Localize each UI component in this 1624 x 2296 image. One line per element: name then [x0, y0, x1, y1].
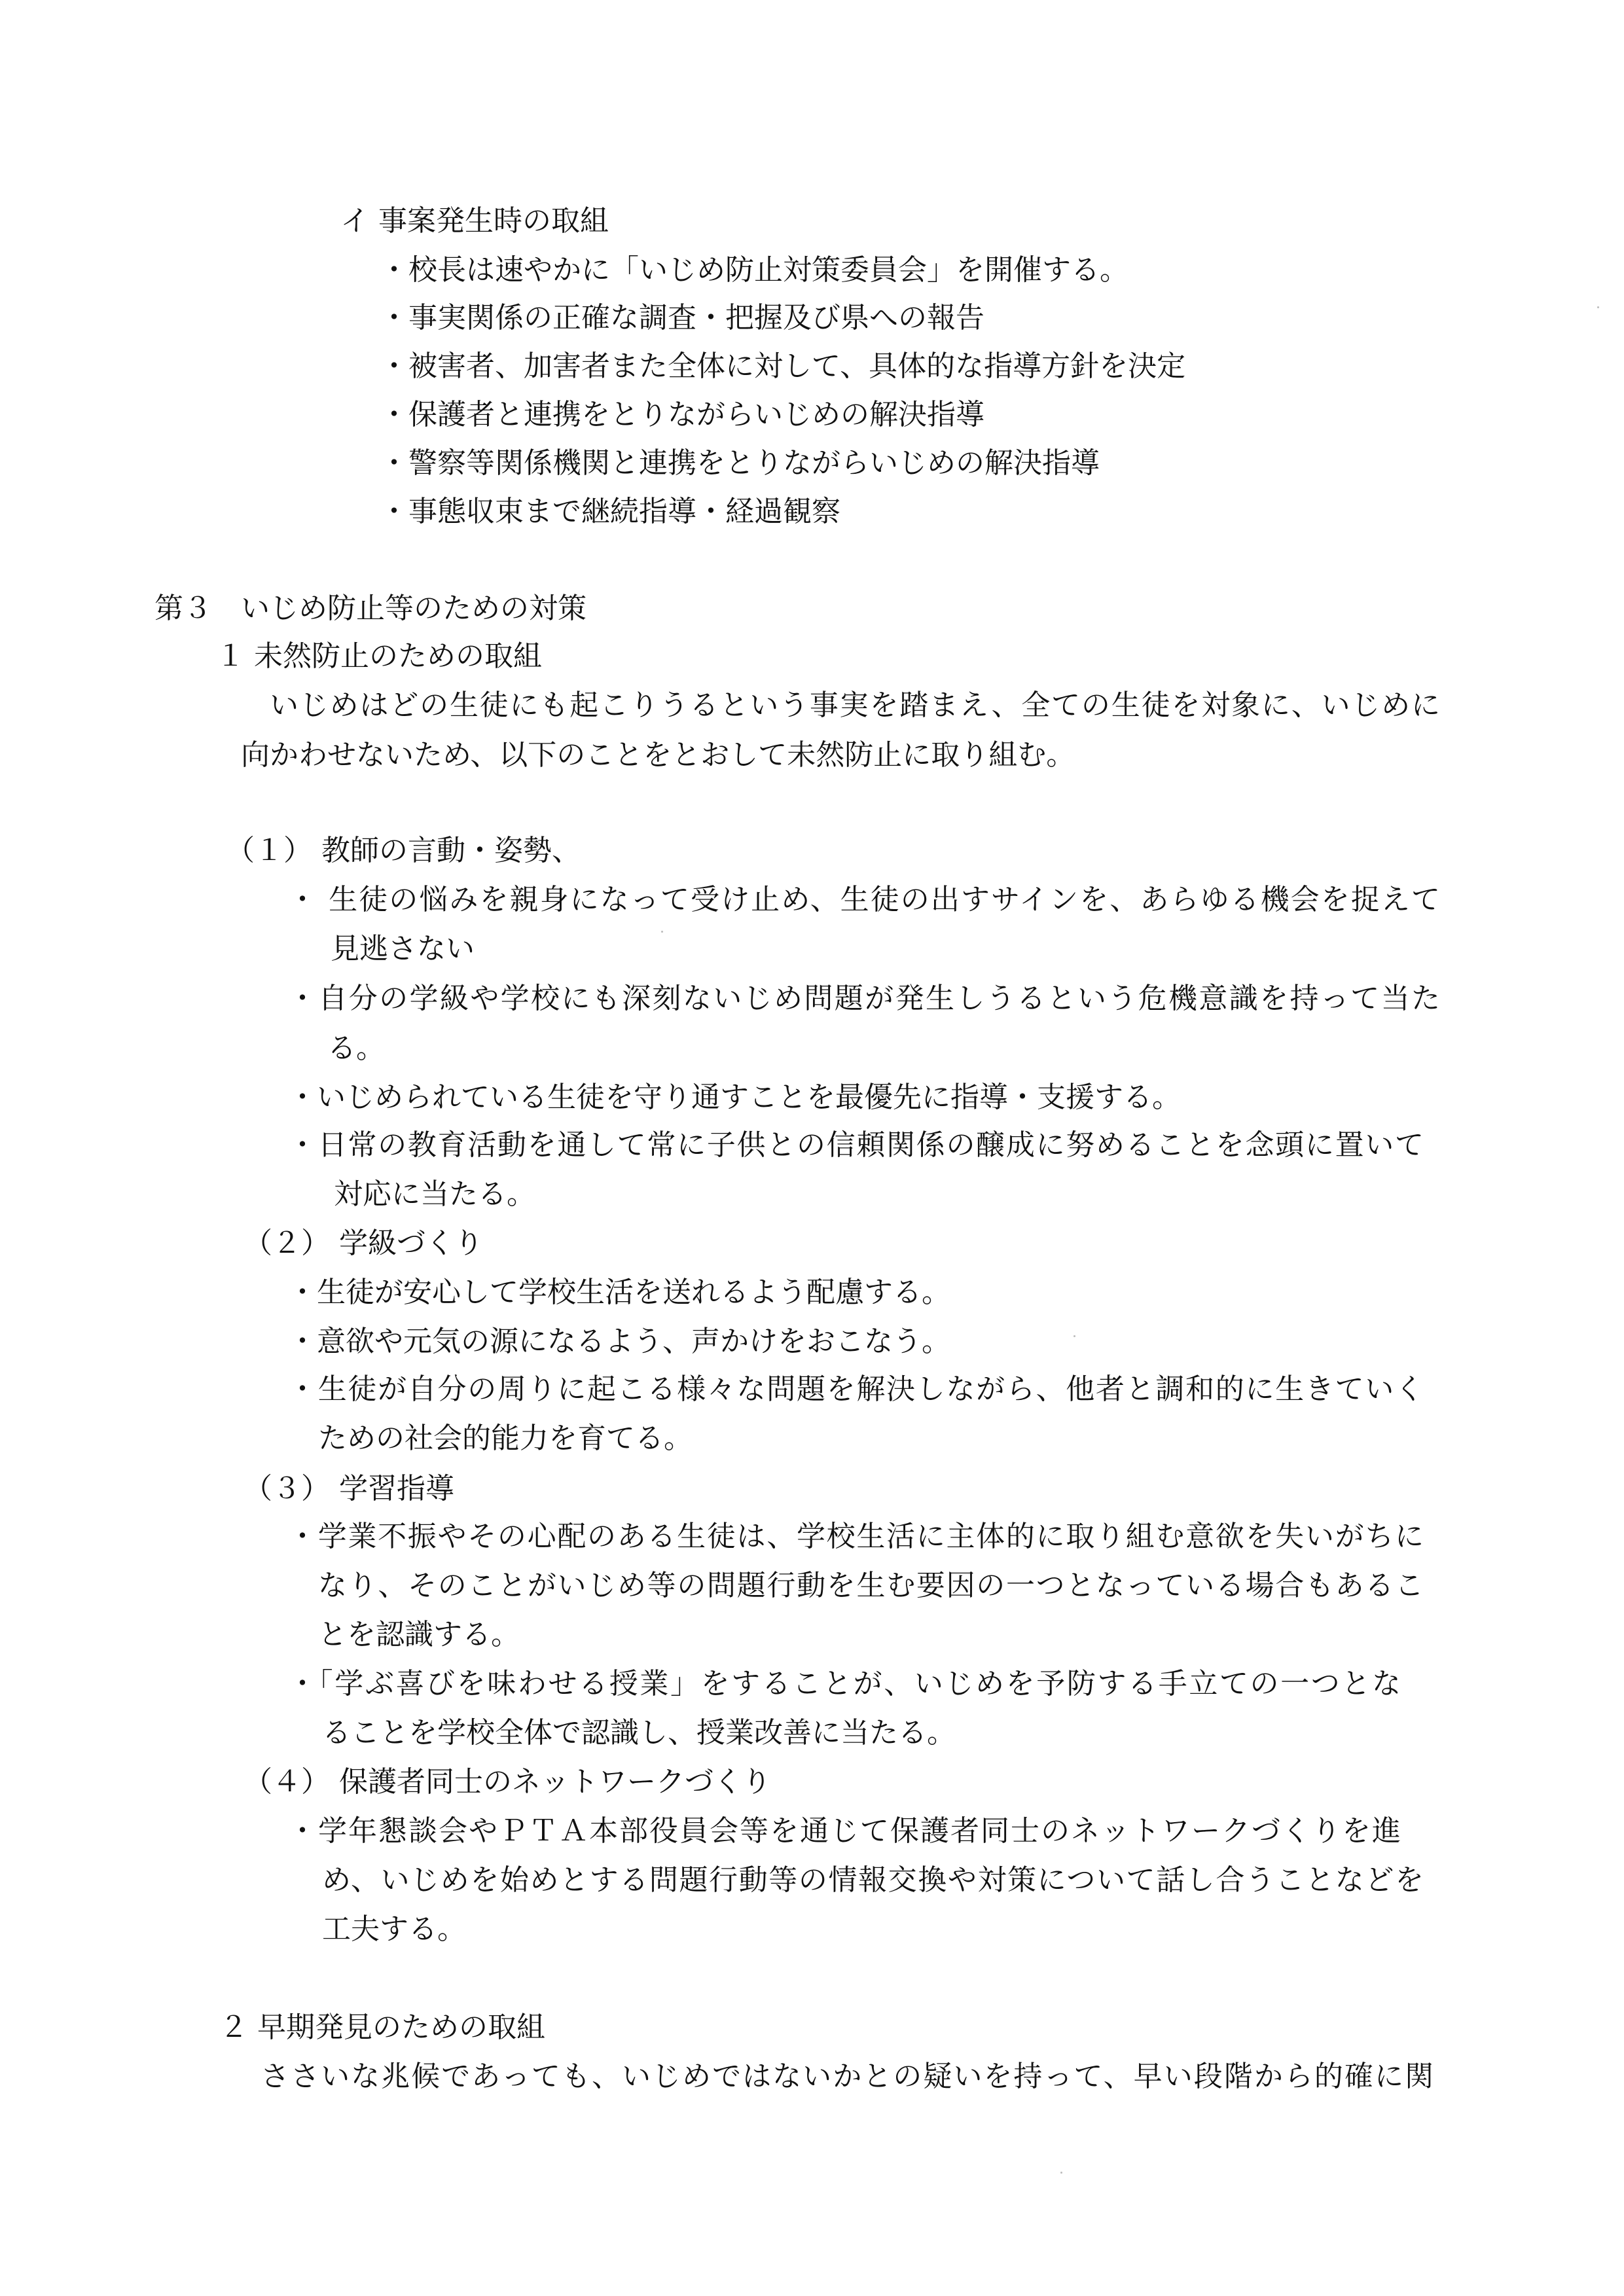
- bullet-line: ための社会的能力を育てる。: [318, 1422, 693, 1455]
- subsection-1-heading: １ 未然防止のための取組: [216, 639, 542, 673]
- bullet-line: 工夫する。: [322, 1912, 466, 1946]
- point-2-heading: （２） 学級づくり: [244, 1227, 483, 1260]
- bullet-line: る。: [327, 1031, 385, 1065]
- scan-speck: [1060, 2172, 1062, 2174]
- list-item: ・校長は速やかに「いじめ防止対策委員会」を開催する。: [380, 253, 1128, 287]
- point-3-heading: （３） 学習指導: [244, 1472, 454, 1505]
- bullet-line: ・自分の学級や学校にも深刻ないじめ問題が発生しうるという危機意識を持って当た: [288, 982, 1440, 1015]
- bullet-line: 見逃さない: [331, 932, 475, 965]
- paragraph-line: ささいな兆候であっても、いじめではないかとの疑いを持って、早い段階から的確に関: [261, 2060, 1434, 2093]
- bullet-line: め、いじめを始めとする問題行動等の情報交換や対策について話し合うことなどを: [322, 1863, 1424, 1897]
- point-4-heading: （４） 保護者同士のネットワークづくり: [244, 1765, 771, 1799]
- subsection-2-heading: ２ 早期発見のための取組: [219, 2011, 545, 2044]
- list-item: ・事実関係の正確な調査・把握及び県への報告: [380, 301, 984, 334]
- bullet-line: ・いじめられている生徒を守り通すことを最優先に指導・支援する。: [288, 1081, 1181, 1114]
- paragraph-line: 向かわせないため、以下のことをとおして未然防止に取り組む。: [241, 738, 1075, 772]
- bullet-line: とを認識する。: [318, 1618, 520, 1651]
- bullet-line: ・ 生徒の悩みを親身になって受け止め、生徒の出すサインを、あらゆる機会を捉えて: [288, 883, 1440, 916]
- list-item: ・被害者、加害者また全体に対して、具体的な指導方針を決定: [380, 350, 1186, 383]
- section-3-heading: 第３ いじめ防止等のための対策: [154, 592, 586, 625]
- scan-speck: [661, 931, 663, 933]
- bullet-line: なり、そのことがいじめ等の問題行動を生む要因の一つとなっている場合もあるこ: [318, 1569, 1424, 1602]
- bullet-line: ・意欲や元気の源になるよう、声かけをおこなう。: [288, 1325, 950, 1358]
- bullet-line: ・「学ぶ喜びを味わせる授業」をすることが、いじめを予防する手立ての一つとな: [288, 1667, 1401, 1700]
- scan-speck: [1074, 1335, 1075, 1337]
- bullet-line: ・生徒が安心して学校生活を送れるよう配慮する。: [288, 1276, 950, 1309]
- bullet-line: ・学年懇談会やＰＴＡ本部役員会等を通じて保護者同士のネットワークづくりを進: [288, 1814, 1401, 1848]
- point-1-heading: （１） 教師の言動・姿勢、: [226, 834, 581, 867]
- bullet-line: ることを学校全体で認識し、授業改善に当たる。: [322, 1716, 956, 1749]
- section-i-heading: イ 事案発生時の取組: [340, 204, 609, 238]
- bullet-line: ・学業不振やその心配のある生徒は、学校生活に主体的に取り組む意欲を失いがちに: [288, 1520, 1424, 1553]
- paragraph-line: いじめはどの生徒にも起こりうるという事実を踏まえ、全ての生徒を対象に、いじめに: [270, 689, 1440, 722]
- bullet-line: ・日常の教育活動を通して常に子供との信頼関係の醸成に努めることを念頭に置いて: [288, 1128, 1424, 1162]
- bullet-line: 対応に当たる。: [334, 1177, 535, 1211]
- scan-speck: [1597, 306, 1599, 308]
- list-item: ・事態収束まで継続指導・経過観察: [380, 495, 840, 528]
- list-item: ・保護者と連携をとりながらいじめの解決指導: [380, 398, 984, 431]
- bullet-line: ・生徒が自分の周りに起こる様々な問題を解決しながら、他者と調和的に生きていく: [288, 1372, 1424, 1406]
- list-item: ・警察等関係機関と連携をとりながらいじめの解決指導: [380, 446, 1100, 480]
